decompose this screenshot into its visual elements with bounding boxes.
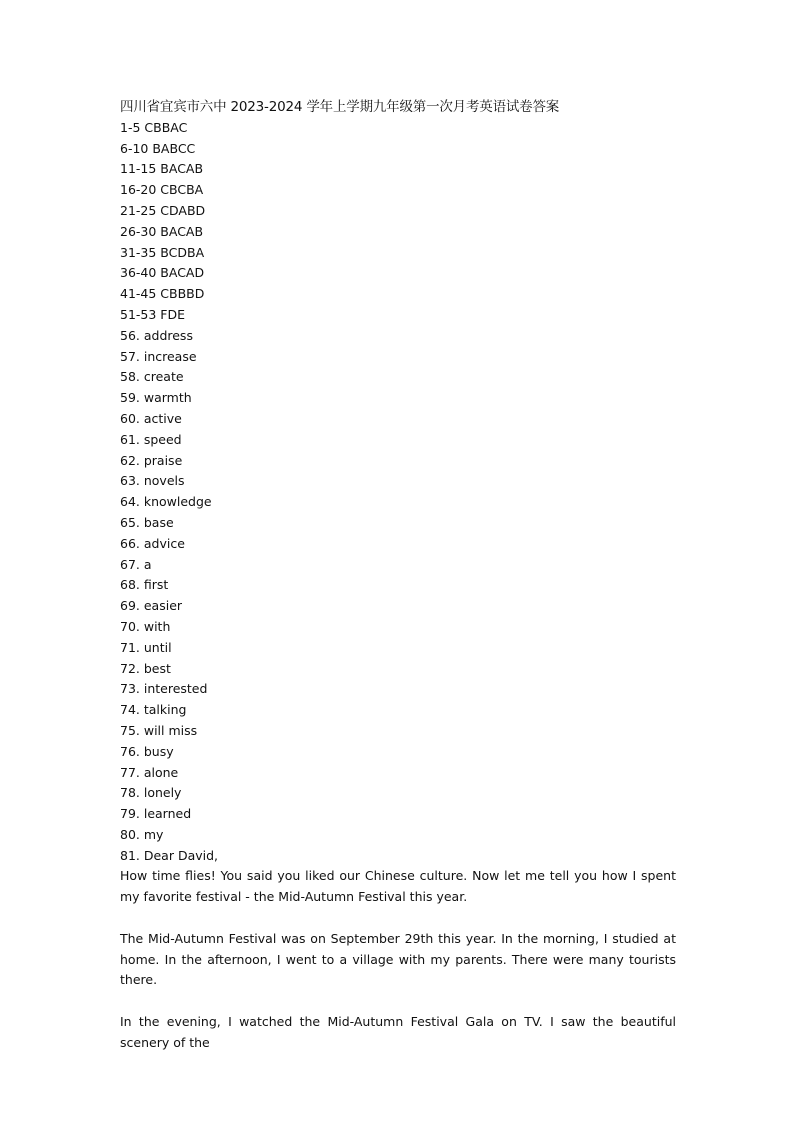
answer-line: 16-20 CBCBA — [120, 182, 204, 198]
document-title: 四川省宜宾市六中 2023-2024 学年上学期九年级第一次月考英语试卷答案 — [120, 99, 560, 115]
essay-paragraph: The Mid-Autumn Festival was on September 29th this year. In the morning, I studied at home. In the afternoon, I went to a village with my parents. There were many tourists there. — [120, 930, 676, 988]
answer-line: 61. speed — [120, 431, 182, 447]
paragraph-gap — [120, 991, 676, 1012]
answer-line: 65. base — [120, 514, 174, 530]
answer-list — [120, 118, 676, 867]
answer-line: 56. address — [120, 327, 193, 343]
answer-line: 72. best — [120, 660, 171, 676]
answer-line: 78. lonely — [120, 785, 182, 801]
essay-paragraph: How time flies! You said you liked our Chinese culture. Now let me tell you how I spent my favorite festival - the Mid-Autumn Festival this year. — [120, 868, 676, 905]
answer-line: 57. increase — [120, 348, 197, 364]
answer-line: 62. praise — [120, 452, 183, 468]
answer-line: 6-10 BABCC — [120, 140, 196, 156]
answer-line: 26-30 BACAB — [120, 223, 204, 239]
answer-line: 68. first — [120, 577, 169, 593]
answer-line: 73. interested — [120, 681, 208, 697]
answer-line: 63. novels — [120, 473, 185, 489]
answer-line: 58. create — [120, 369, 184, 385]
answer-line: 41-45 CBBBD — [120, 286, 205, 302]
answer-line: 11-15 BACAB — [120, 161, 204, 177]
answer-line: 21-25 CDABD — [120, 202, 206, 218]
answer-line: 76. busy — [120, 743, 174, 759]
essay — [120, 866, 676, 1053]
answer-line: 64. knowledge — [120, 494, 212, 510]
answer-line: 1-5 CBBAC — [120, 119, 188, 135]
answer-line: 79. learned — [120, 806, 192, 822]
essay-paragraph: In the evening, I watched the Mid-Autumn Festival Gala on TV. I saw the beautiful scenery of the — [120, 1014, 676, 1050]
answer-line: 75. will miss — [120, 722, 198, 738]
answer-line: 70. with — [120, 618, 171, 634]
answer-line: 66. advice — [120, 535, 185, 551]
answer-line: 31-35 BCDBA — [120, 244, 205, 260]
answer-line: 71. until — [120, 639, 172, 655]
answer-line: 59. warmth — [120, 390, 192, 406]
answer-line: 74. talking — [120, 702, 187, 718]
document-body — [120, 97, 676, 1054]
answer-line: 81. Dear David, — [120, 847, 219, 863]
answer-line: 67. a — [120, 556, 152, 572]
answer-line: 77. alone — [120, 764, 179, 780]
answer-line: 60. active — [120, 410, 182, 426]
answer-line: 36-40 BACAD — [120, 265, 205, 281]
answer-line: 80. my — [120, 826, 164, 842]
paragraph-gap — [120, 908, 676, 929]
answer-line: 69. easier — [120, 598, 183, 614]
answer-line: 51-53 FDE — [120, 306, 186, 322]
